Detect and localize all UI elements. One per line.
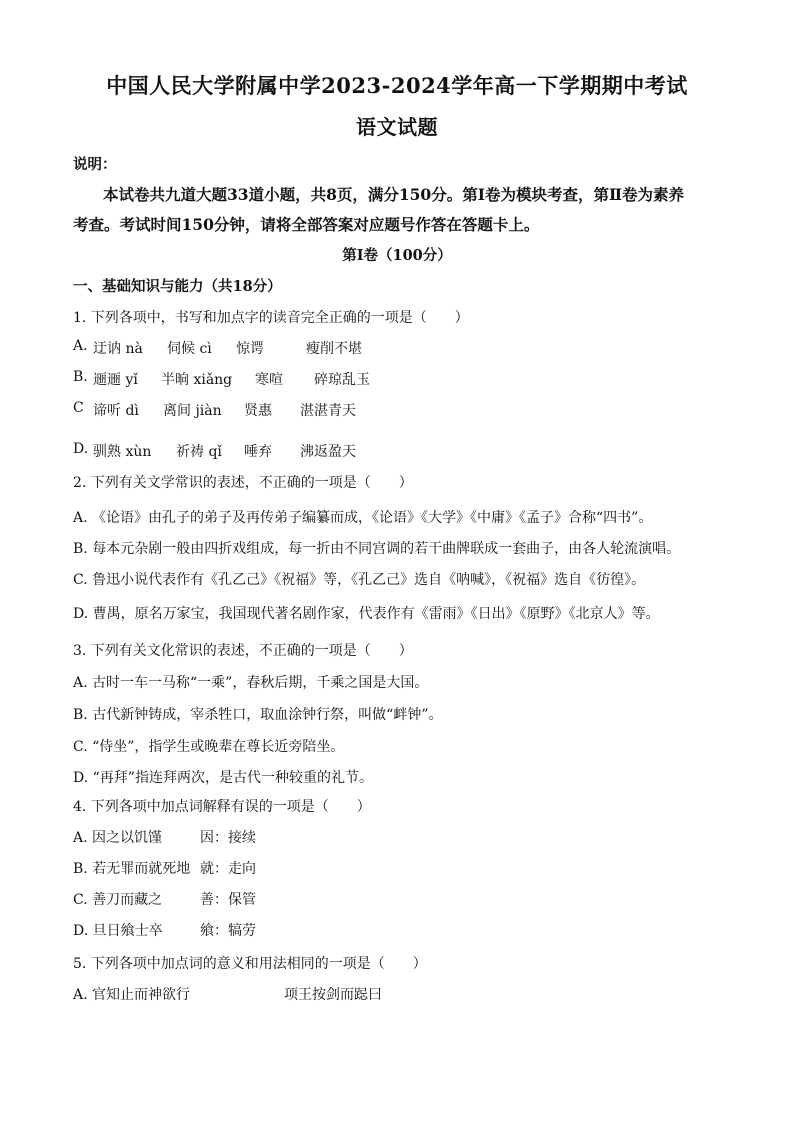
option-item: 驯熟 xùn (93, 444, 152, 460)
option-item: 唾弃 (244, 444, 272, 460)
question-4-stem: 4. 下列各项中加点词解释有误的一项是（ ） (73, 799, 371, 815)
option-item: 迂讷 nà (93, 341, 143, 357)
question-5-stem: 5. 下列各项中加点词的意义和用法相同的一项是（ ） (73, 956, 427, 972)
option-item: 半晌 xiǎng (161, 372, 233, 388)
option-item: 惊谔 (236, 341, 264, 357)
option-item: 沸返盈天 (300, 444, 356, 460)
question-3-option-d: D. “再拜”指连拜两次，是古代一种较重的礼节。 (73, 770, 373, 786)
option-item: 碎琼乱玉 (314, 372, 370, 388)
instructions-line-2: 考查。考试时间150分钟，请将全部答案对应题号作答在答题卡上。 (73, 215, 540, 234)
option-text: 项王按剑而跽曰 (284, 987, 382, 1003)
question-2-option-d: D. 曹禺，原名万家宝，我国现代著名剧作家，代表作有《雷雨》《日出》《原野》《北京人》等。 (73, 606, 660, 622)
option-text: A. 因之以饥馑 (73, 830, 163, 846)
question-1-stem: 1. 下列各项中，书写和加点字的读音完全正确的一项是（ ） (73, 310, 469, 326)
option-item: 逦逦 yǐ (93, 372, 138, 388)
option-text: D. 旦日飨士卒 (73, 923, 163, 939)
option-letter: C (73, 400, 84, 416)
question-3-option-c: C. “侍坐”，指学生或晚辈在尊长近旁陪坐。 (73, 739, 345, 755)
option-text: C. 善刀而藏之 (73, 892, 163, 908)
option-gloss: 飨：犒劳 (200, 923, 256, 939)
section-heading: 一、基础知识与能力（共18分） (73, 278, 282, 295)
option-item: 祈祷 qǐ (176, 444, 222, 460)
option-gloss: 因：接续 (200, 830, 256, 846)
exam-subtitle: 语文试题 (356, 115, 438, 139)
option-letter: A. (73, 338, 88, 354)
option-item: 谛听 dì (93, 403, 139, 419)
question-2-option-b: B. 每本元杂剧一般由四折戏组成，每一折由不同宫调的若干曲牌联成一套曲子，由各人轮流演唱。 (73, 541, 681, 557)
option-text: A. 官知止而神欲行 (73, 987, 191, 1003)
question-3-option-b: B. 古代新钟铸成，宰杀牲口，取血涂钟行祭，叫做“衅钟”。 (73, 707, 443, 723)
option-text: B. 若无罪而就死地 (73, 861, 191, 877)
exam-title: 中国人民大学附属中学2023-2024学年高一下学期期中考试 (106, 73, 688, 98)
option-item: 寒喧 (255, 372, 283, 388)
question-2-option-a: A. 《论语》由孔子的弟子及再传弟子编纂而成，《论语》《大学》《中庸》《孟子》合称“四书”。 (73, 510, 653, 526)
option-letter: B. (73, 369, 88, 385)
question-3-stem: 3. 下列有关文化常识的表述，不正确的一项是（ ） (73, 643, 413, 659)
option-gloss: 善：保管 (200, 892, 256, 908)
option-item: 离间 jiàn (163, 403, 222, 419)
option-item: 瘦削不堪 (306, 341, 362, 357)
option-item: 湛湛青天 (300, 403, 356, 419)
instructions-line-1: 本试卷共九道大题33道小题，共8页，满分150分。第Ⅰ卷为模块考查，第Ⅱ卷为素养 (103, 185, 685, 204)
question-2-stem: 2. 下列有关文学常识的表述，不正确的一项是（ ） (73, 475, 413, 491)
option-item: 伺候 cì (167, 341, 212, 357)
option-gloss: 就：走向 (200, 861, 256, 877)
instructions-heading: 说明： (73, 156, 117, 173)
question-2-option-c: C. 鲁迅小说代表作有《孔乙己》《祝福》等，《孔乙己》选自《呐喊》，《祝福》选自《彷徨》。 (73, 572, 646, 588)
question-3-option-a: A. 古时一车一马称“一乘”，春秋后期，千乘之国是大国。 (73, 675, 429, 691)
volume-heading: 第Ⅰ卷（100分） (342, 247, 452, 264)
option-item: 贤惠 (244, 403, 272, 419)
option-letter: D. (73, 441, 89, 457)
